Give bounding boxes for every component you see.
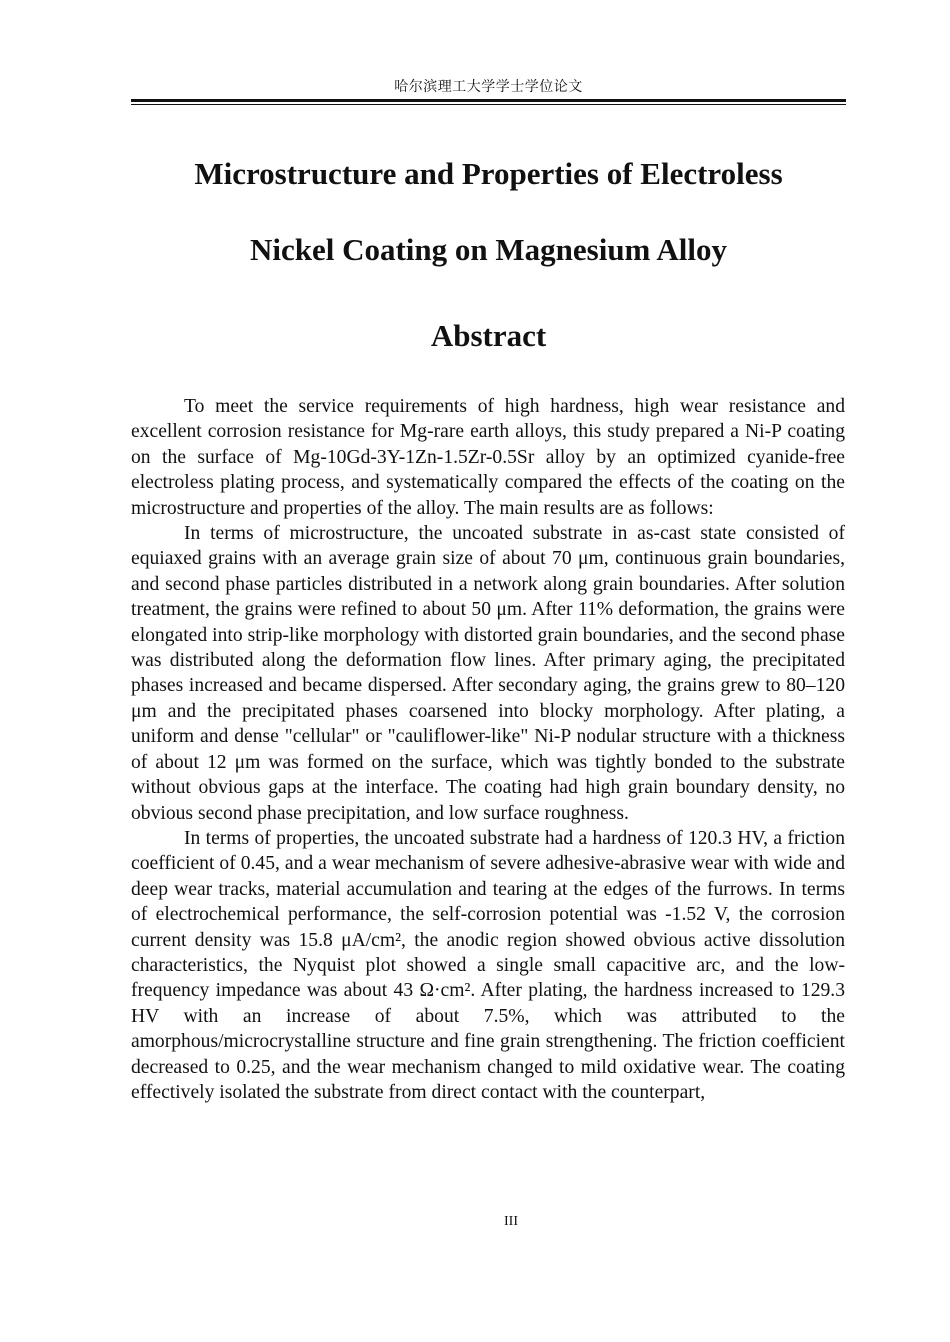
abstract-paragraph-2: In terms of microstructure, the uncoated substrate in as-cast state consisted of equiaxed grains with an average grain size of about 70 μm, continuous grain boundaries, and second phase particles distributed in a network along grain boundaries. After solution treatment, the grains were refined to about 50 μm. After 11% deformation, the grains were elongated into strip-like morphology with distorted grain boundaries, and the second phase was distributed along the deformation flow lines. After primary aging, the precipitated phases increased and became dispersed. After secondary aging, the grains grew to 80–120 μm and the precipitated phases coarsened into blocky morphology. After plating, a uniform and dense "cellular" or "cauliflower-like" Ni-P nodular structure with a thickness of about 12 μm was formed on the surface, which was tightly bonded to the substrate without obvious gaps at the interface. The coating had high grain boundary density, no obvious second phase precipitation, and low surface roughness. <box>131 523 845 824</box>
abstract-paragraph-3: In terms of properties, the uncoated substrate had a hardness of 120.3 HV, a friction coefficient of 0.45, and a wear mechanism of severe adhesive-abrasive wear with wide and deep wear tracks, material accumulation and tearing at the edges of the furrows. In terms of electrochemical performance, the self-corrosion potential was -1.52 V, the corrosion current density was 15.8 μA/cm², the anodic region showed obvious active dissolution characteristics, the Nyquist plot showed a single small capacitive arc, and the low-frequency impedance was about 43 Ω·cm². After plating, the hardness increased to 129.3 HV with an increase of about 7.5%, which was attributed to the amorphous/microcrystalline structure and fine grain strengthening. The friction coefficient decreased to 0.25, and the wear mechanism changed to mild oxidative wear. The coating effectively isolated the substrate from direct contact with the counterpart, <box>131 827 845 1103</box>
abstract-heading: Abstract <box>430 318 547 353</box>
header-rule-thick <box>131 99 846 102</box>
page-number: III <box>504 1214 518 1229</box>
header-rule-thin <box>131 104 846 105</box>
abstract-paragraph-1: To meet the service requirements of high hardness, high wear resistance and excellent corrosion resistance for Mg-rare earth alloys, this study prepared a Ni-P coating on the surface of Mg-10Gd-3Y-1Zn-1.5Zr-0.5Sr alloy by an optimized cyanide-free electroless plating process, and systematically compared the effects of the coating on the microstructure and properties of the alloy. The main results are as follows: <box>131 396 845 519</box>
thesis-title-line-1: Microstructure and Properties of Electroless <box>194 156 783 191</box>
thesis-title-line-2: Nickel Coating on Magnesium Alloy <box>249 232 728 267</box>
running-header: 哈尔滨理工大学学士学位论文 <box>394 80 583 95</box>
abstract-body <box>131 394 845 1105</box>
